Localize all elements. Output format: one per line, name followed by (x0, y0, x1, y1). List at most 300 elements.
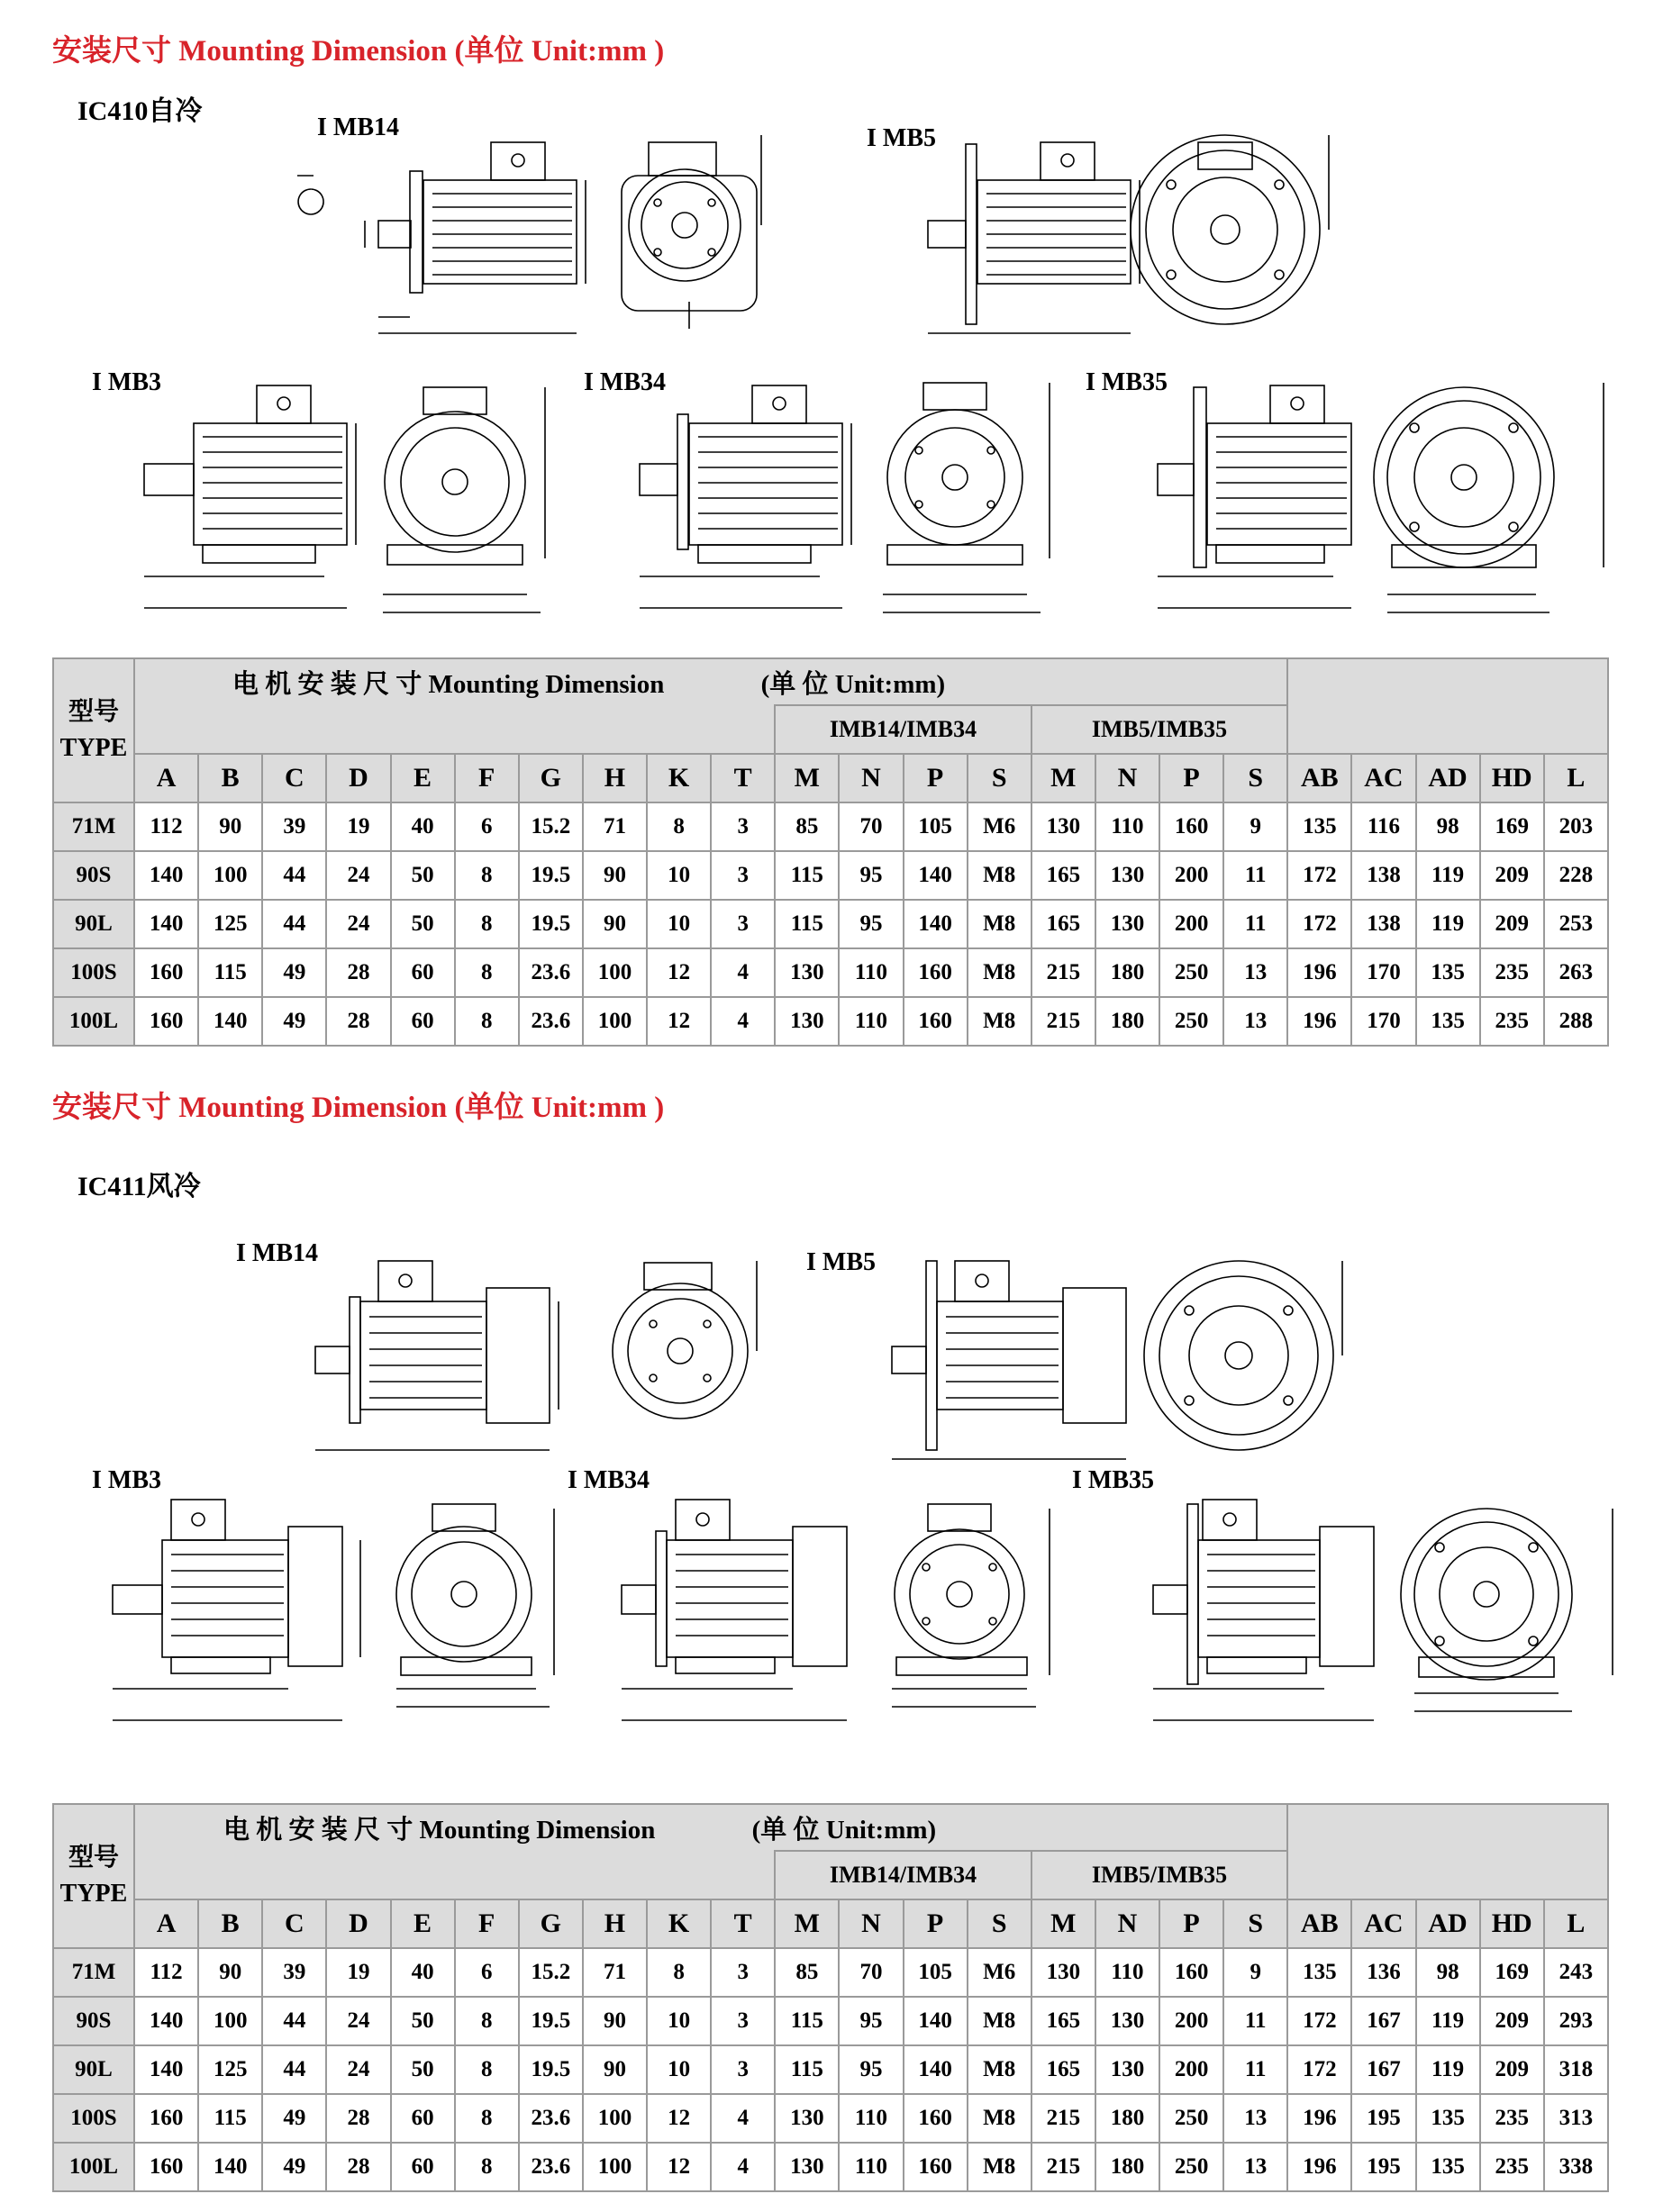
table-cell: 250 (1159, 2143, 1223, 2191)
table-cell: 90 (583, 1997, 647, 2045)
table-cell: 3 (711, 1948, 775, 1997)
table-cell: 338 (1544, 2143, 1608, 2191)
table-cell: 115 (775, 900, 839, 948)
type-header (53, 1804, 134, 1948)
table-cell: 44 (262, 851, 326, 900)
section2-drawings (0, 1234, 1654, 1738)
s2-imb14-front (613, 1261, 757, 1419)
table-cell: 11 (1223, 900, 1287, 948)
table-cell: 115 (775, 851, 839, 900)
row-type-cell: 90S (53, 1997, 134, 2045)
table-cell: 11 (1223, 851, 1287, 900)
table-cell: 24 (326, 2045, 390, 2094)
table-cell: 13 (1223, 2094, 1287, 2143)
column-header-a: A (134, 1899, 198, 1948)
group-imb14: IMB14/IMB34 (775, 1851, 1031, 1899)
column-header-m: M (775, 1899, 839, 1948)
s1-imb5-front (1131, 135, 1329, 324)
table-cell: 110 (1095, 1948, 1159, 1997)
column-header-a: A (134, 754, 198, 802)
table-cell: 130 (1095, 851, 1159, 900)
table-cell: 9 (1223, 1948, 1287, 1997)
table-cell: 140 (198, 997, 262, 1046)
table-cell: 209 (1480, 1997, 1544, 2045)
table-cell: 215 (1031, 2143, 1095, 2191)
table-cell: 90 (198, 1948, 262, 1997)
table-cell: 130 (1095, 2045, 1159, 2094)
table-cell: M8 (968, 997, 1031, 1046)
s1-imb14-front (622, 135, 761, 329)
column-header-e: E (391, 1899, 455, 1948)
table-cell: 90 (583, 2045, 647, 2094)
table-cell: 140 (134, 900, 198, 948)
table-cell: 10 (647, 851, 711, 900)
table-cell: 19.5 (519, 2045, 583, 2094)
s2-imb3-front (396, 1504, 554, 1707)
column-header-e: E (391, 754, 455, 802)
table-cell: 160 (904, 2143, 968, 2191)
column-header-k: K (647, 1899, 711, 1948)
table-cell: 23.6 (519, 948, 583, 997)
column-header-f: F (455, 754, 519, 802)
table-cell: 140 (134, 1997, 198, 2045)
table-cell: 167 (1351, 1997, 1415, 2045)
table-cell: 19.5 (519, 851, 583, 900)
table-header-blank (1287, 1804, 1608, 1899)
table-cell: 49 (262, 948, 326, 997)
table-cell: 28 (326, 948, 390, 997)
table-cell: M8 (968, 851, 1031, 900)
table-cell: 110 (839, 2094, 903, 2143)
table-cell: 195 (1351, 2094, 1415, 2143)
table-cell: 60 (391, 997, 455, 1046)
s2-imb34-side (622, 1500, 847, 1720)
table-cell: M8 (968, 2045, 1031, 2094)
s1-imb35-side (1158, 385, 1351, 608)
s1-imb14-side (297, 142, 586, 333)
table-cell: 3 (711, 900, 775, 948)
row-type-cell: 71M (53, 1948, 134, 1997)
table-cell: 135 (1416, 2094, 1480, 2143)
table-cell: 135 (1416, 2143, 1480, 2191)
s1-imb34-front (883, 383, 1050, 612)
table-cell: 19 (326, 1948, 390, 1997)
s2-imb35-front (1401, 1509, 1613, 1711)
table-cell: 44 (262, 2045, 326, 2094)
table-cell: 13 (1223, 948, 1287, 997)
table-cell: 8 (455, 1997, 519, 2045)
table-unit-text: (单 位 Unit:mm) (751, 1815, 937, 1845)
table-cell: 119 (1416, 900, 1480, 948)
column-header-p: P (1159, 754, 1223, 802)
table-cell: 39 (262, 802, 326, 851)
row-type-cell: 100S (53, 948, 134, 997)
table-row (53, 948, 1608, 997)
table-row (53, 802, 1608, 851)
table-cell: 115 (775, 2045, 839, 2094)
table-cell: 3 (711, 802, 775, 851)
table-cell: 6 (455, 802, 519, 851)
table-cell: 209 (1480, 851, 1544, 900)
table-cell: 28 (326, 997, 390, 1046)
table-cell: 24 (326, 851, 390, 900)
table-cell: 60 (391, 2094, 455, 2143)
table-cell: 135 (1416, 948, 1480, 997)
s1-imb34-side (640, 385, 851, 608)
table-cell: 160 (904, 948, 968, 997)
table-cell: 95 (839, 2045, 903, 2094)
table-cell: 4 (711, 948, 775, 997)
table-cell: 12 (647, 2143, 711, 2191)
table-row (53, 2045, 1608, 2094)
table-cell: 136 (1351, 1948, 1415, 1997)
s1-imb35-front (1374, 383, 1604, 612)
table-cell: 112 (134, 802, 198, 851)
table-cell: 135 (1287, 802, 1351, 851)
column-header-s: S (968, 1899, 1031, 1948)
table-cell: 10 (647, 2045, 711, 2094)
table-cell: 119 (1416, 1997, 1480, 2045)
table-cell: 12 (647, 2094, 711, 2143)
s2-imb3-side (113, 1500, 360, 1720)
table-cell: 169 (1480, 1948, 1544, 1997)
table-cell: 11 (1223, 1997, 1287, 2045)
row-type-cell: 71M (53, 802, 134, 851)
table-cell: 4 (711, 997, 775, 1046)
table-cell: 200 (1159, 2045, 1223, 2094)
table-cell: 49 (262, 2094, 326, 2143)
column-header-g: G (519, 1899, 583, 1948)
table-cell: 125 (198, 2045, 262, 2094)
column-header-s: S (1223, 1899, 1287, 1948)
table-cell: M6 (968, 802, 1031, 851)
table-cell: 110 (839, 2143, 903, 2191)
table-cell: M8 (968, 1997, 1031, 2045)
section1-drawings-svg (0, 108, 1654, 621)
column-header-l: L (1544, 1899, 1608, 1948)
table-cell: 3 (711, 851, 775, 900)
table-cell: 8 (455, 948, 519, 997)
table-cell: 130 (1095, 900, 1159, 948)
table-cell: 105 (904, 802, 968, 851)
table-row (53, 1948, 1608, 1997)
type-label-cn: 型号 (68, 1844, 119, 1872)
column-header-p: P (904, 1899, 968, 1948)
table-cell: 110 (1095, 802, 1159, 851)
type-label-en: TYPE (59, 734, 128, 762)
table-cell: 119 (1416, 2045, 1480, 2094)
s1-imb5-side (928, 142, 1140, 333)
table-cell: 115 (198, 948, 262, 997)
table-title (134, 658, 1287, 705)
table-cell: 250 (1159, 948, 1223, 997)
table-cell: 98 (1416, 802, 1480, 851)
section2-cooling-label: IC411风冷 (77, 1172, 201, 1201)
table-cell: 19.5 (519, 1997, 583, 2045)
table-cell: 200 (1159, 851, 1223, 900)
table-cell: 15.2 (519, 802, 583, 851)
table-cell: 138 (1351, 900, 1415, 948)
column-header-n: N (1095, 754, 1159, 802)
column-header-t: T (711, 1899, 775, 1948)
table-cell: 135 (1287, 1948, 1351, 1997)
table-cell: 70 (839, 802, 903, 851)
table-cell: 140 (904, 2045, 968, 2094)
row-type-cell: 90L (53, 2045, 134, 2094)
table-cell: 318 (1544, 2045, 1608, 2094)
column-header-row (53, 754, 1608, 802)
section1-cooling-label: IC410自冷 (77, 96, 203, 126)
table-cell: 165 (1031, 1997, 1095, 2045)
column-header-hd: HD (1480, 1899, 1544, 1948)
s2-imb5-side (892, 1261, 1126, 1459)
table-cell: 100 (583, 948, 647, 997)
table-cell: 8 (455, 2094, 519, 2143)
table-cell: 100 (198, 851, 262, 900)
table-row (53, 997, 1608, 1046)
table-cell: 165 (1031, 2045, 1095, 2094)
table-cell: 196 (1287, 2094, 1351, 2143)
table-cell: 100 (583, 2094, 647, 2143)
column-header-n: N (839, 1899, 903, 1948)
table-title (134, 1804, 1287, 1851)
table-cell: 263 (1544, 948, 1608, 997)
table-cell: M8 (968, 2143, 1031, 2191)
table-cell: 95 (839, 1997, 903, 2045)
table-cell: 160 (134, 997, 198, 1046)
section1-drawings (0, 108, 1654, 621)
table-cell: 90 (583, 851, 647, 900)
column-header-c: C (262, 1899, 326, 1948)
table-cell: 70 (839, 1948, 903, 1997)
table-cell: 90 (198, 802, 262, 851)
table-cell: 160 (134, 948, 198, 997)
column-header-ac: AC (1351, 754, 1415, 802)
table-cell: 160 (904, 997, 968, 1046)
table-cell: 125 (198, 900, 262, 948)
table-cell: 50 (391, 2045, 455, 2094)
table-cell: 130 (775, 2143, 839, 2191)
table-cell: 130 (775, 997, 839, 1046)
table-cell: 130 (775, 2094, 839, 2143)
table-cell: 172 (1287, 851, 1351, 900)
table-cell: 115 (775, 1997, 839, 2045)
table-cell: 8 (647, 802, 711, 851)
table-cell: 4 (711, 2143, 775, 2191)
table-cell: 40 (391, 1948, 455, 1997)
table-cell: 172 (1287, 900, 1351, 948)
table-row (53, 1997, 1608, 2045)
table-cell: 235 (1480, 997, 1544, 1046)
table-cell: 253 (1544, 900, 1608, 948)
table-cell: 180 (1095, 2143, 1159, 2191)
table-cell: 140 (134, 2045, 198, 2094)
type-label-cn: 型号 (68, 698, 119, 726)
table-cell: 313 (1544, 2094, 1608, 2143)
table-cell: 138 (1351, 851, 1415, 900)
table-cell: 215 (1031, 948, 1095, 997)
group-imb5: IMB5/IMB35 (1031, 705, 1288, 754)
s2-imb34-front (892, 1504, 1050, 1707)
column-header-h: H (583, 1899, 647, 1948)
table-cell: 100 (198, 1997, 262, 2045)
table-cell: 24 (326, 1997, 390, 2045)
table-cell: 130 (1031, 1948, 1095, 1997)
table-cell: 85 (775, 802, 839, 851)
table-cell: 140 (904, 900, 968, 948)
table-cell: 140 (134, 851, 198, 900)
column-header-ab: AB (1287, 1899, 1351, 1948)
section1-title: 安装尺寸 Mounting Dimension (单位 Unit:mm ) (52, 35, 665, 68)
section1-table (52, 657, 1609, 1047)
row-type-cell: 100L (53, 997, 134, 1046)
column-header-d: D (326, 754, 390, 802)
table-cell: 172 (1287, 1997, 1351, 2045)
group-imb14: IMB14/IMB34 (775, 705, 1031, 754)
s2-imb14-side (315, 1261, 559, 1450)
row-type-cell: 90S (53, 851, 134, 900)
table-cell: 160 (904, 2094, 968, 2143)
table-cell: 112 (134, 1948, 198, 1997)
table-cell: 130 (1095, 1997, 1159, 2045)
column-header-k: K (647, 754, 711, 802)
table-cell: 116 (1351, 802, 1415, 851)
table-cell: M8 (968, 948, 1031, 997)
s2-imb3-label: I MB3 (92, 1466, 161, 1494)
table-cell: 170 (1351, 997, 1415, 1046)
s1-imb34-label: I MB34 (584, 368, 666, 396)
column-header-f: F (455, 1899, 519, 1948)
column-header-c: C (262, 754, 326, 802)
s1-imb3-front (383, 387, 545, 612)
table-cell: 71 (583, 802, 647, 851)
table-cell: 13 (1223, 997, 1287, 1046)
table-cell: 44 (262, 900, 326, 948)
table-cell: 196 (1287, 948, 1351, 997)
column-header-hd: HD (1480, 754, 1544, 802)
table-cell: 215 (1031, 2094, 1095, 2143)
table-cell: 44 (262, 1997, 326, 2045)
section2-table (52, 1803, 1609, 2192)
table-cell: 8 (647, 1948, 711, 1997)
table-cell: 160 (1159, 1948, 1223, 1997)
table-cell: 40 (391, 802, 455, 851)
section2-drawings-svg (0, 1234, 1654, 1738)
table-cell: 50 (391, 851, 455, 900)
column-header-m: M (1031, 754, 1095, 802)
table-header-blank (1287, 658, 1608, 754)
table-cell: 196 (1287, 997, 1351, 1046)
table-cell: 110 (839, 997, 903, 1046)
s2-imb35-side (1153, 1500, 1374, 1720)
s1-imb3-label: I MB3 (92, 368, 161, 396)
table-cell: 9 (1223, 802, 1287, 851)
table-cell: 50 (391, 1997, 455, 2045)
table-cell: 203 (1544, 802, 1608, 851)
s2-imb5-label: I MB5 (806, 1248, 876, 1276)
s2-imb14-label: I MB14 (236, 1239, 318, 1267)
table-body (53, 1948, 1608, 2191)
table-cell: 12 (647, 997, 711, 1046)
row-type-cell: 90L (53, 900, 134, 948)
table-cell: 90 (583, 900, 647, 948)
table-cell: 19.5 (519, 900, 583, 948)
column-header-ab: AB (1287, 754, 1351, 802)
column-header-t: T (711, 754, 775, 802)
table-cell: 49 (262, 2143, 326, 2191)
table-cell: 8 (455, 851, 519, 900)
table-cell: 105 (904, 1948, 968, 1997)
table-body (53, 802, 1608, 1046)
table-row (53, 851, 1608, 900)
table-cell: 170 (1351, 948, 1415, 997)
table-cell: 180 (1095, 2094, 1159, 2143)
table-cell: 60 (391, 948, 455, 997)
table-cell: 8 (455, 900, 519, 948)
table-cell: 172 (1287, 2045, 1351, 2094)
table-cell: 98 (1416, 1948, 1480, 1997)
table-cell: 28 (326, 2143, 390, 2191)
table-cell: 140 (904, 1997, 968, 2045)
table-cell: 165 (1031, 900, 1095, 948)
s1-imb35-label: I MB35 (1086, 368, 1168, 396)
table-cell: M8 (968, 2094, 1031, 2143)
section2-title: 安装尺寸 Mounting Dimension (单位 Unit:mm ) (52, 1092, 665, 1124)
table-cell: 8 (455, 997, 519, 1046)
type-label-en: TYPE (59, 1880, 128, 1908)
row-type-cell: 100S (53, 2094, 134, 2143)
table-header-spacer (134, 705, 775, 754)
column-header-n: N (839, 754, 903, 802)
table-cell: 250 (1159, 2094, 1223, 2143)
table-cell: 8 (455, 2143, 519, 2191)
table-cell: 130 (1031, 802, 1095, 851)
column-header-l: L (1544, 754, 1608, 802)
table-unit-text: (单 位 Unit:mm) (760, 669, 946, 699)
table-cell: 200 (1159, 1997, 1223, 2045)
table-cell: 235 (1480, 2143, 1544, 2191)
column-header-p: P (904, 754, 968, 802)
table-cell: M8 (968, 900, 1031, 948)
table-cell: 10 (647, 900, 711, 948)
table-cell: 169 (1480, 802, 1544, 851)
table-cell: 6 (455, 1948, 519, 1997)
table-cell: 180 (1095, 997, 1159, 1046)
column-header-m: M (775, 754, 839, 802)
column-header-m: M (1031, 1899, 1095, 1948)
table-cell: 39 (262, 1948, 326, 1997)
table-cell: 3 (711, 2045, 775, 2094)
table-cell: 28 (326, 2094, 390, 2143)
table-cell: 49 (262, 997, 326, 1046)
table-cell: 235 (1480, 948, 1544, 997)
table-cell: 13 (1223, 2143, 1287, 2191)
table-cell: 8 (455, 2045, 519, 2094)
s1-imb5-label: I MB5 (867, 124, 936, 152)
table-cell: 100 (583, 997, 647, 1046)
table-cell: 12 (647, 948, 711, 997)
type-header (53, 658, 134, 802)
table-cell: 160 (1159, 802, 1223, 851)
table-cell: 23.6 (519, 2143, 583, 2191)
s1-imb3-side (144, 385, 356, 608)
column-header-n: N (1095, 1899, 1159, 1948)
table-cell: 165 (1031, 851, 1095, 900)
table-cell: 195 (1351, 2143, 1415, 2191)
s2-imb35-label: I MB35 (1072, 1466, 1154, 1494)
table-cell: 140 (904, 851, 968, 900)
table-cell: 250 (1159, 997, 1223, 1046)
